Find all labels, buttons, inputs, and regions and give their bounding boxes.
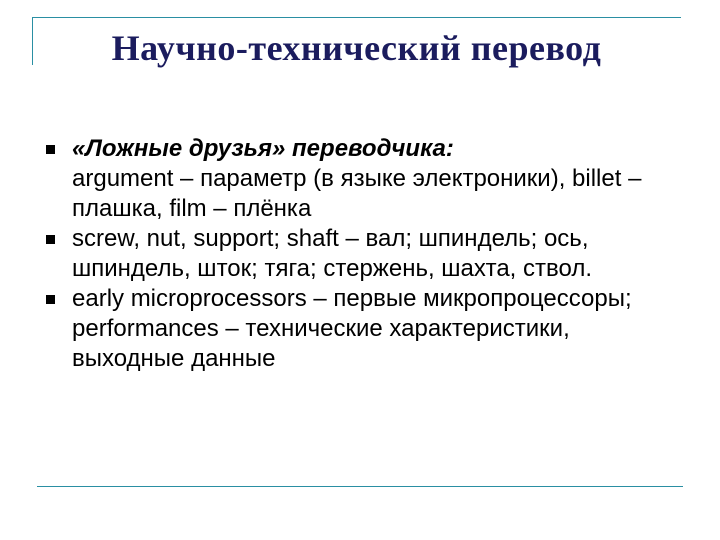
bullet-text: screw, nut, support; shaft – вал; шпиндель; ось, шпиндель, шток; тяга; стержень, шахта, ствол.	[72, 225, 592, 282]
frame-bottom-line	[37, 486, 683, 487]
frame-top-line	[32, 17, 681, 18]
bullet-text: early microprocessors – первые микропроцессоры; performances – технические характеристики, выходные данные	[72, 285, 632, 372]
slide-title: Научно-технический перевод	[111, 28, 602, 68]
bullet-item-microprocessors	[40, 284, 680, 374]
square-bullet-icon	[46, 145, 55, 154]
bullet-emphasis: «Ложные друзья» переводчика:	[72, 135, 454, 162]
square-bullet-icon	[46, 295, 55, 304]
square-bullet-icon	[46, 235, 55, 244]
bullet-text: argument – параметр (в языке электроники), billet – плашка, film – плёнка	[72, 165, 642, 222]
bullet-item-false-friends	[40, 134, 680, 224]
bullet-item-screw	[40, 224, 680, 284]
bullet-list	[40, 134, 680, 374]
